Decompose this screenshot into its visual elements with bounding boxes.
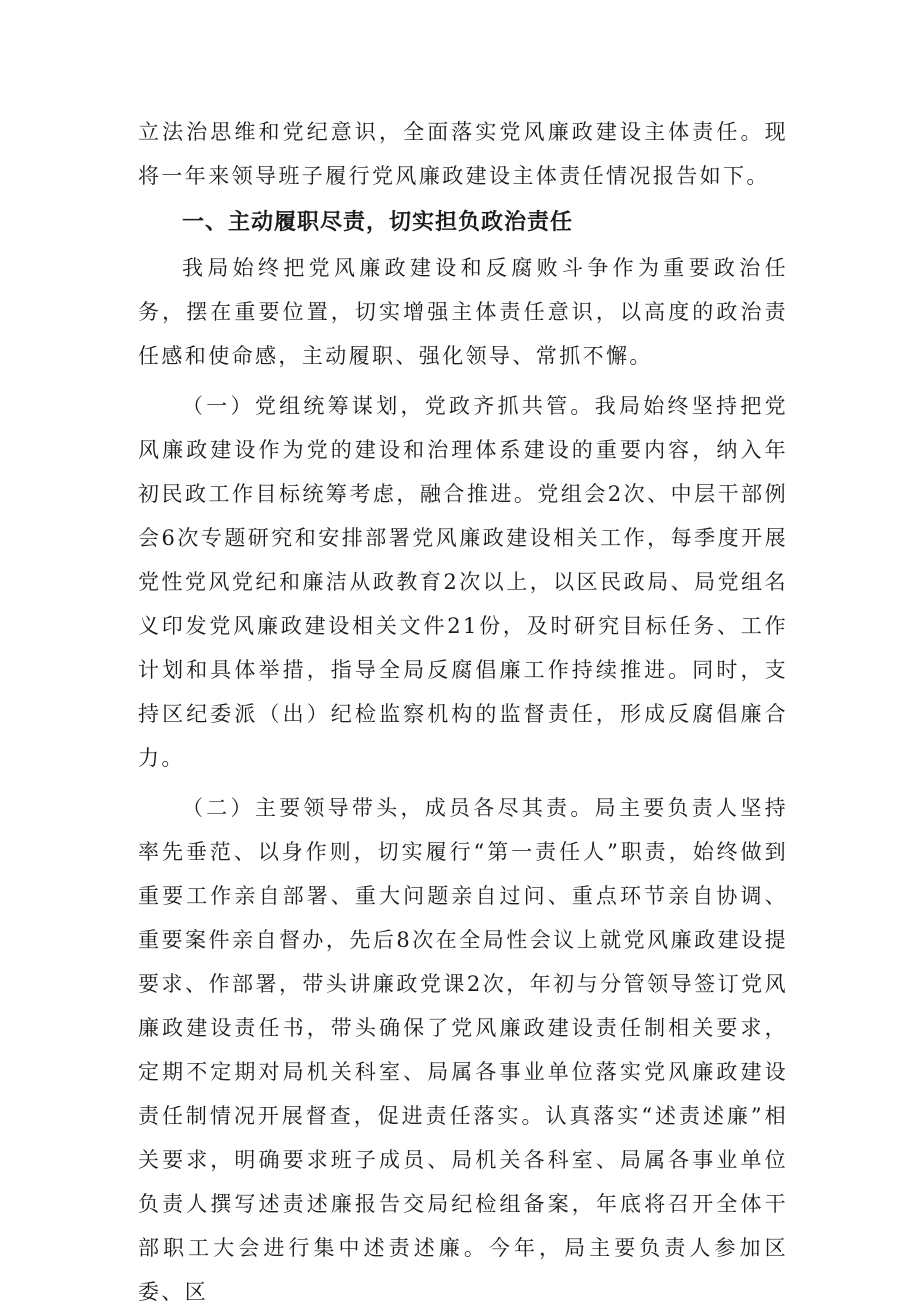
paragraph-intro-continuation: 立法治思维和党纪意识，全面落实党风廉政建设主体责任。现将一年来领导班子履行党风廉政建设主体责任情况报告如下。 xyxy=(138,120,788,188)
paragraph-section-1-overview: 我局始终把党风廉政建设和反腐败斗争作为重要政治任务，摆在重要位置，切实增强主体责任意识，以高度的政治责任感和使命感，主动履职、强化领导、常抓不懈。 xyxy=(138,256,788,368)
paragraph-subsection-2: （二）主要领导带头，成员各尽其责。局主要负责人坚持率先垂范、以身作则，切实履行“第一责任人”职责，始终做到重要工作亲自部署、重大问题亲自过问、重点环节亲自协调、重要案件亲自督办，先后8次在全局性会议上就党风廉政建设提要求、作部署，带头讲廉政党课2次，年初与分管领导签订党风廉政建设责任书，带头确保了党风廉政建设责任制相关要求，定期不定期对局机关科室、局属各事业单位落实党风廉政建设责任制情况开展督查，促进责任落实。认真落实“述责述廉”相关要求，明确要求班子成员、局机关各科室、局属各事业单位负责人撰写述责述廉报告交局纪检组备案，年底将召开全体干部职工大会进行集中述责述廉。今年，局主要负责人参加区委、区 xyxy=(138,796,788,1304)
paragraph-subsection-1: （一）党组统筹谋划，党政齐抓共管。我局始终坚持把党风廉政建设作为党的建设和治理体系建设的重要内容，纳入年初民政工作目标统筹考虑，融合推进。党组会2次、中层干部例会6次专题研究和安排部署党风廉政建设相关工作，每季度开展党性党风党纪和廉洁从政教育2次以上，以区民政局、局党组名义印发党风廉政建设相关文件21份，及时研究目标任务、工作计划和具体举措，指导全局反腐倡廉工作持续推进。同时，支持区纪委派（出）纪检监察机构的监督责任，形成反腐倡廉合力。 xyxy=(138,394,788,770)
document-body xyxy=(138,110,788,1314)
section-heading-1: 一、主动履职尽责，切实担负政治责任 xyxy=(182,210,574,235)
